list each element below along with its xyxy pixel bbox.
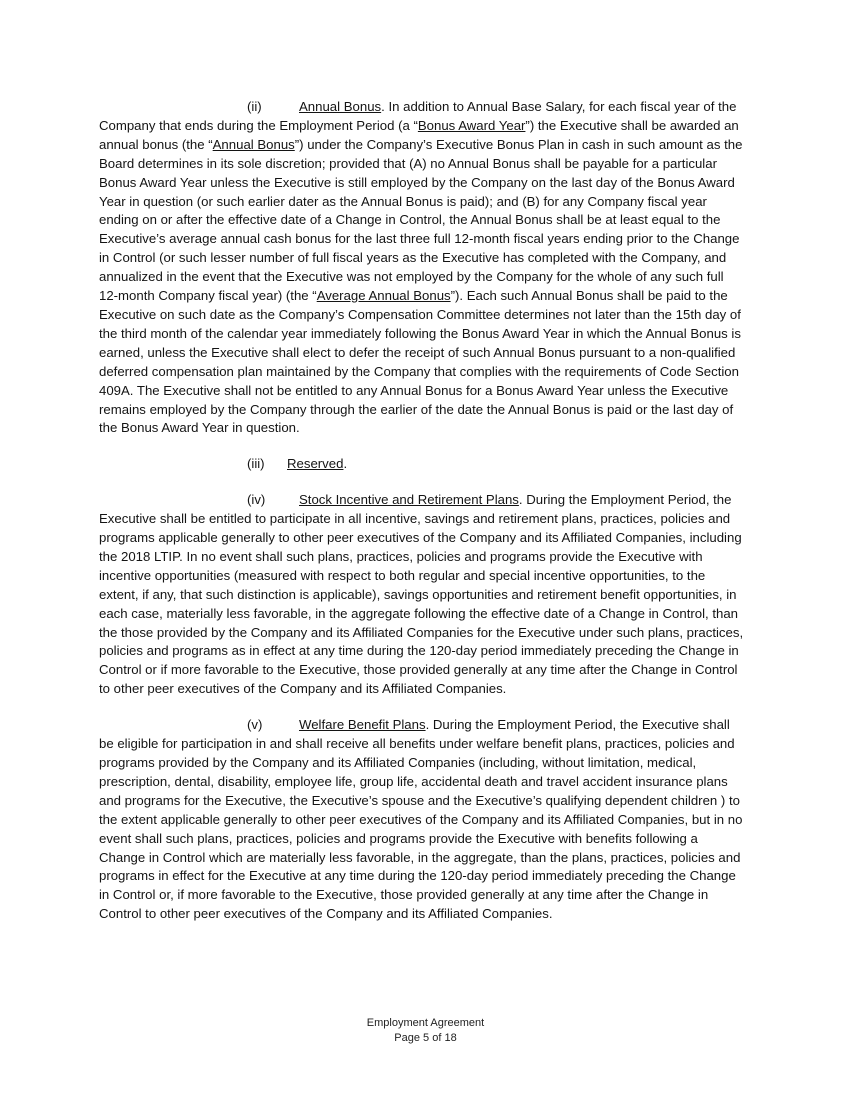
section-heading: Stock Incentive and Retirement Plans bbox=[299, 492, 519, 508]
defined-term-average-annual-bonus: Average Annual Bonus bbox=[316, 288, 451, 304]
section-v-welfare-benefit bbox=[99, 716, 744, 924]
page-footer bbox=[0, 1016, 851, 1046]
section-text: . bbox=[343, 456, 348, 472]
section-text: . During the Employment Period, the Executive shall be entitled to participate in all incentive, savings and retirement plans, practices, policies and programs applicable generally to other peer executives of the Company and its Affiliated Companies, including the 2018 LTIP. In no event shall such plans, practices, policies and programs provide the Executive with incentive opportunities (measured with respect to both regular and special incentive opportunities, to the extent, if any, that such distinction is applicable), savings opportunities and retirement benefit opportunities, in each case, materially less favorable, in the aggregate following the effective date of a Change in Control, than the those provided by the Company and its Affiliated Companies for the Executive under such plans, practices, policies and programs as in effect at any time during the 120-day period immediately preceding the Change in Control or if more favorable to the Executive, those provided generally at any time after the Change in Control to other peer executives of the Company and its Affiliated Companies. bbox=[99, 492, 744, 697]
section-iv-stock-incentive bbox=[99, 491, 744, 699]
section-text: ”). Each such Annual Bonus shall be paid to the Executive on such date as the Company’s Compensation Committee determines not later than the 15th day of the third month of the calendar year immediately following the Bonus Award Year in which the Annual Bonus is earned, unless the Executive shall elect to defer the receipt of such Annual Bonus pursuant to a non-qualified deferred compensation plan maintained by the Company that complies with the requirements of Code Section 409A. The Executive shall not be entitled to any Annual Bonus for a Bonus Award Year unless the Executive remains employed by the Company through the earlier of the date the Annual Bonus is paid or the last day of the Bonus Award Year in question. bbox=[99, 288, 741, 436]
defined-term-bonus-award-year: Bonus Award Year bbox=[417, 117, 526, 133]
defined-term-annual-bonus: Annual Bonus bbox=[212, 136, 295, 152]
footer-page-number: Page 5 of 18 bbox=[394, 1032, 457, 1044]
section-number: (v) bbox=[247, 717, 263, 733]
section-text: ”) under the Company’s Executive Bonus Plan in cash in such amount as the Board determines in its sole discretion; provided that (A) no Annual Bonus shall be payable for a particular Bonus Award Year unless the Executive is still employed by the Company on the last day of the Bonus Award Year in question (or such earlier dater as the Annual Bonus is paid); and (B) for any Company fiscal year ending on or after the effective date of a Change in Control, the Annual Bonus shall be at least equal to the Executive’s average annual cash bonus for the last three full 12-month fiscal years ending prior to the Change in Control (or such lesser number of full fiscal years as the Executive has completed with the Company, and annualized in the event that the Executive was not employed by the Company for the whole of any such full 12-month Company fiscal year) (the “ bbox=[99, 136, 743, 304]
section-number: (iii) bbox=[247, 456, 265, 472]
section-text: . In addition to Annual Base Salary, for each fiscal year of the Company that ends during the Employment Period (a “ bbox=[99, 99, 737, 133]
section-heading: Annual Bonus bbox=[299, 99, 382, 114]
section-number: (ii) bbox=[247, 99, 262, 114]
section-iii-reserved bbox=[99, 455, 744, 474]
section-ii-annual-bonus bbox=[99, 98, 744, 438]
footer-title: Employment Agreement bbox=[366, 1017, 485, 1029]
section-text: . During the Employment Period, the Executive shall be eligible for participation in and shall receive all benefits under welfare benefit plans, practices, policies and programs provided by the Company and its Affiliated Companies (including, without limitation, medical, prescription, dental, disability, employee life, group life, accidental death and travel accident insurance plans and programs for the Executive, the Executive’s spouse and the Executive’s qualifying dependent children ) to the extent applicable generally to other peer executives of the Company and its Affiliated Companies, but in no event shall such plans, practices, policies and programs provide the Executive with benefits following a Change in Control which are materially less favorable, in the aggregate, than the plans, practices, policies and programs in effect for the Executive at any time during the 120-day period immediately preceding the Change in Control or, if more favorable to the Executive, those provided generally at any time after the Change in Control to other peer executives of the Company and its Affiliated Companies. bbox=[99, 717, 743, 922]
section-number: (iv) bbox=[247, 492, 266, 508]
section-heading: Welfare Benefit Plans bbox=[299, 717, 426, 733]
section-heading: Reserved bbox=[287, 456, 344, 472]
document-page bbox=[99, 98, 744, 941]
section-text: ”) the Executive shall be awarded an annual bonus (the “ bbox=[99, 117, 739, 152]
